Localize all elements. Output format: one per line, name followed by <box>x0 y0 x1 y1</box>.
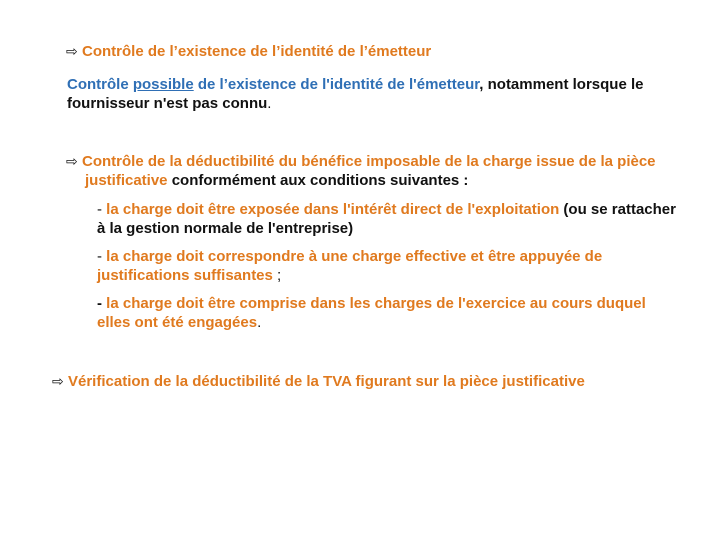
bullet-dash: - <box>97 201 107 218</box>
arrow-right-icon: ⇨ <box>66 153 78 169</box>
section-2-title-d: conformément aux conditions suivantes : <box>167 172 469 189</box>
bullet-dash: - <box>97 295 107 312</box>
arrow-right-icon: ⇨ <box>66 43 78 59</box>
bullet-dash: - <box>97 248 107 265</box>
section-2-heading <box>66 152 686 190</box>
para-part-possible: possible <box>132 76 194 93</box>
section-3-heading <box>52 372 585 391</box>
para-part-c: de l’existence de l'identité de l'émetteur <box>193 76 480 93</box>
bullet-black-text: (ou se rattacher à la gestion normale de l'entreprise) <box>97 201 676 237</box>
section-2-title-b: du bénéfice imposable de la charge issue de la pièce <box>274 153 656 170</box>
list-item <box>97 200 677 238</box>
para-part-d: , notamment lorsque le fournisseur n'est pas connu <box>67 76 644 112</box>
bullet-orange-text: la charge doit être exposée dans l'intérêt direct de l'exploitation <box>106 201 560 218</box>
list-item <box>97 294 677 332</box>
para-part-e: . <box>267 95 272 112</box>
bullet-tail: ; <box>272 267 282 284</box>
list-item <box>97 247 677 285</box>
section-1-paragraph <box>67 75 677 113</box>
section-1-title: Contrôle de l’existence de l’identité de l’émetteur <box>82 43 432 60</box>
arrow-right-icon: ⇨ <box>52 373 64 389</box>
section-3-title: Vérification de la déductibilité de la TVA figurant sur la pièce justificative <box>68 373 585 390</box>
bullet-orange-text: la charge doit correspondre à une charge effective et être appuyée de justifications suffisantes <box>97 248 603 284</box>
bullet-tail: . <box>257 314 262 331</box>
conditions-list <box>97 200 677 341</box>
section-1-heading <box>66 42 431 61</box>
bullet-orange-text: la charge doit être comprise dans les charges de l'exercice au cours duquel elles ont été engagées <box>97 295 646 331</box>
section-2-title-a: Contrôle de la déductibilité <box>82 153 275 170</box>
para-part-a: Contrôle <box>67 76 133 93</box>
section-2-title-c: justificative <box>85 172 168 189</box>
